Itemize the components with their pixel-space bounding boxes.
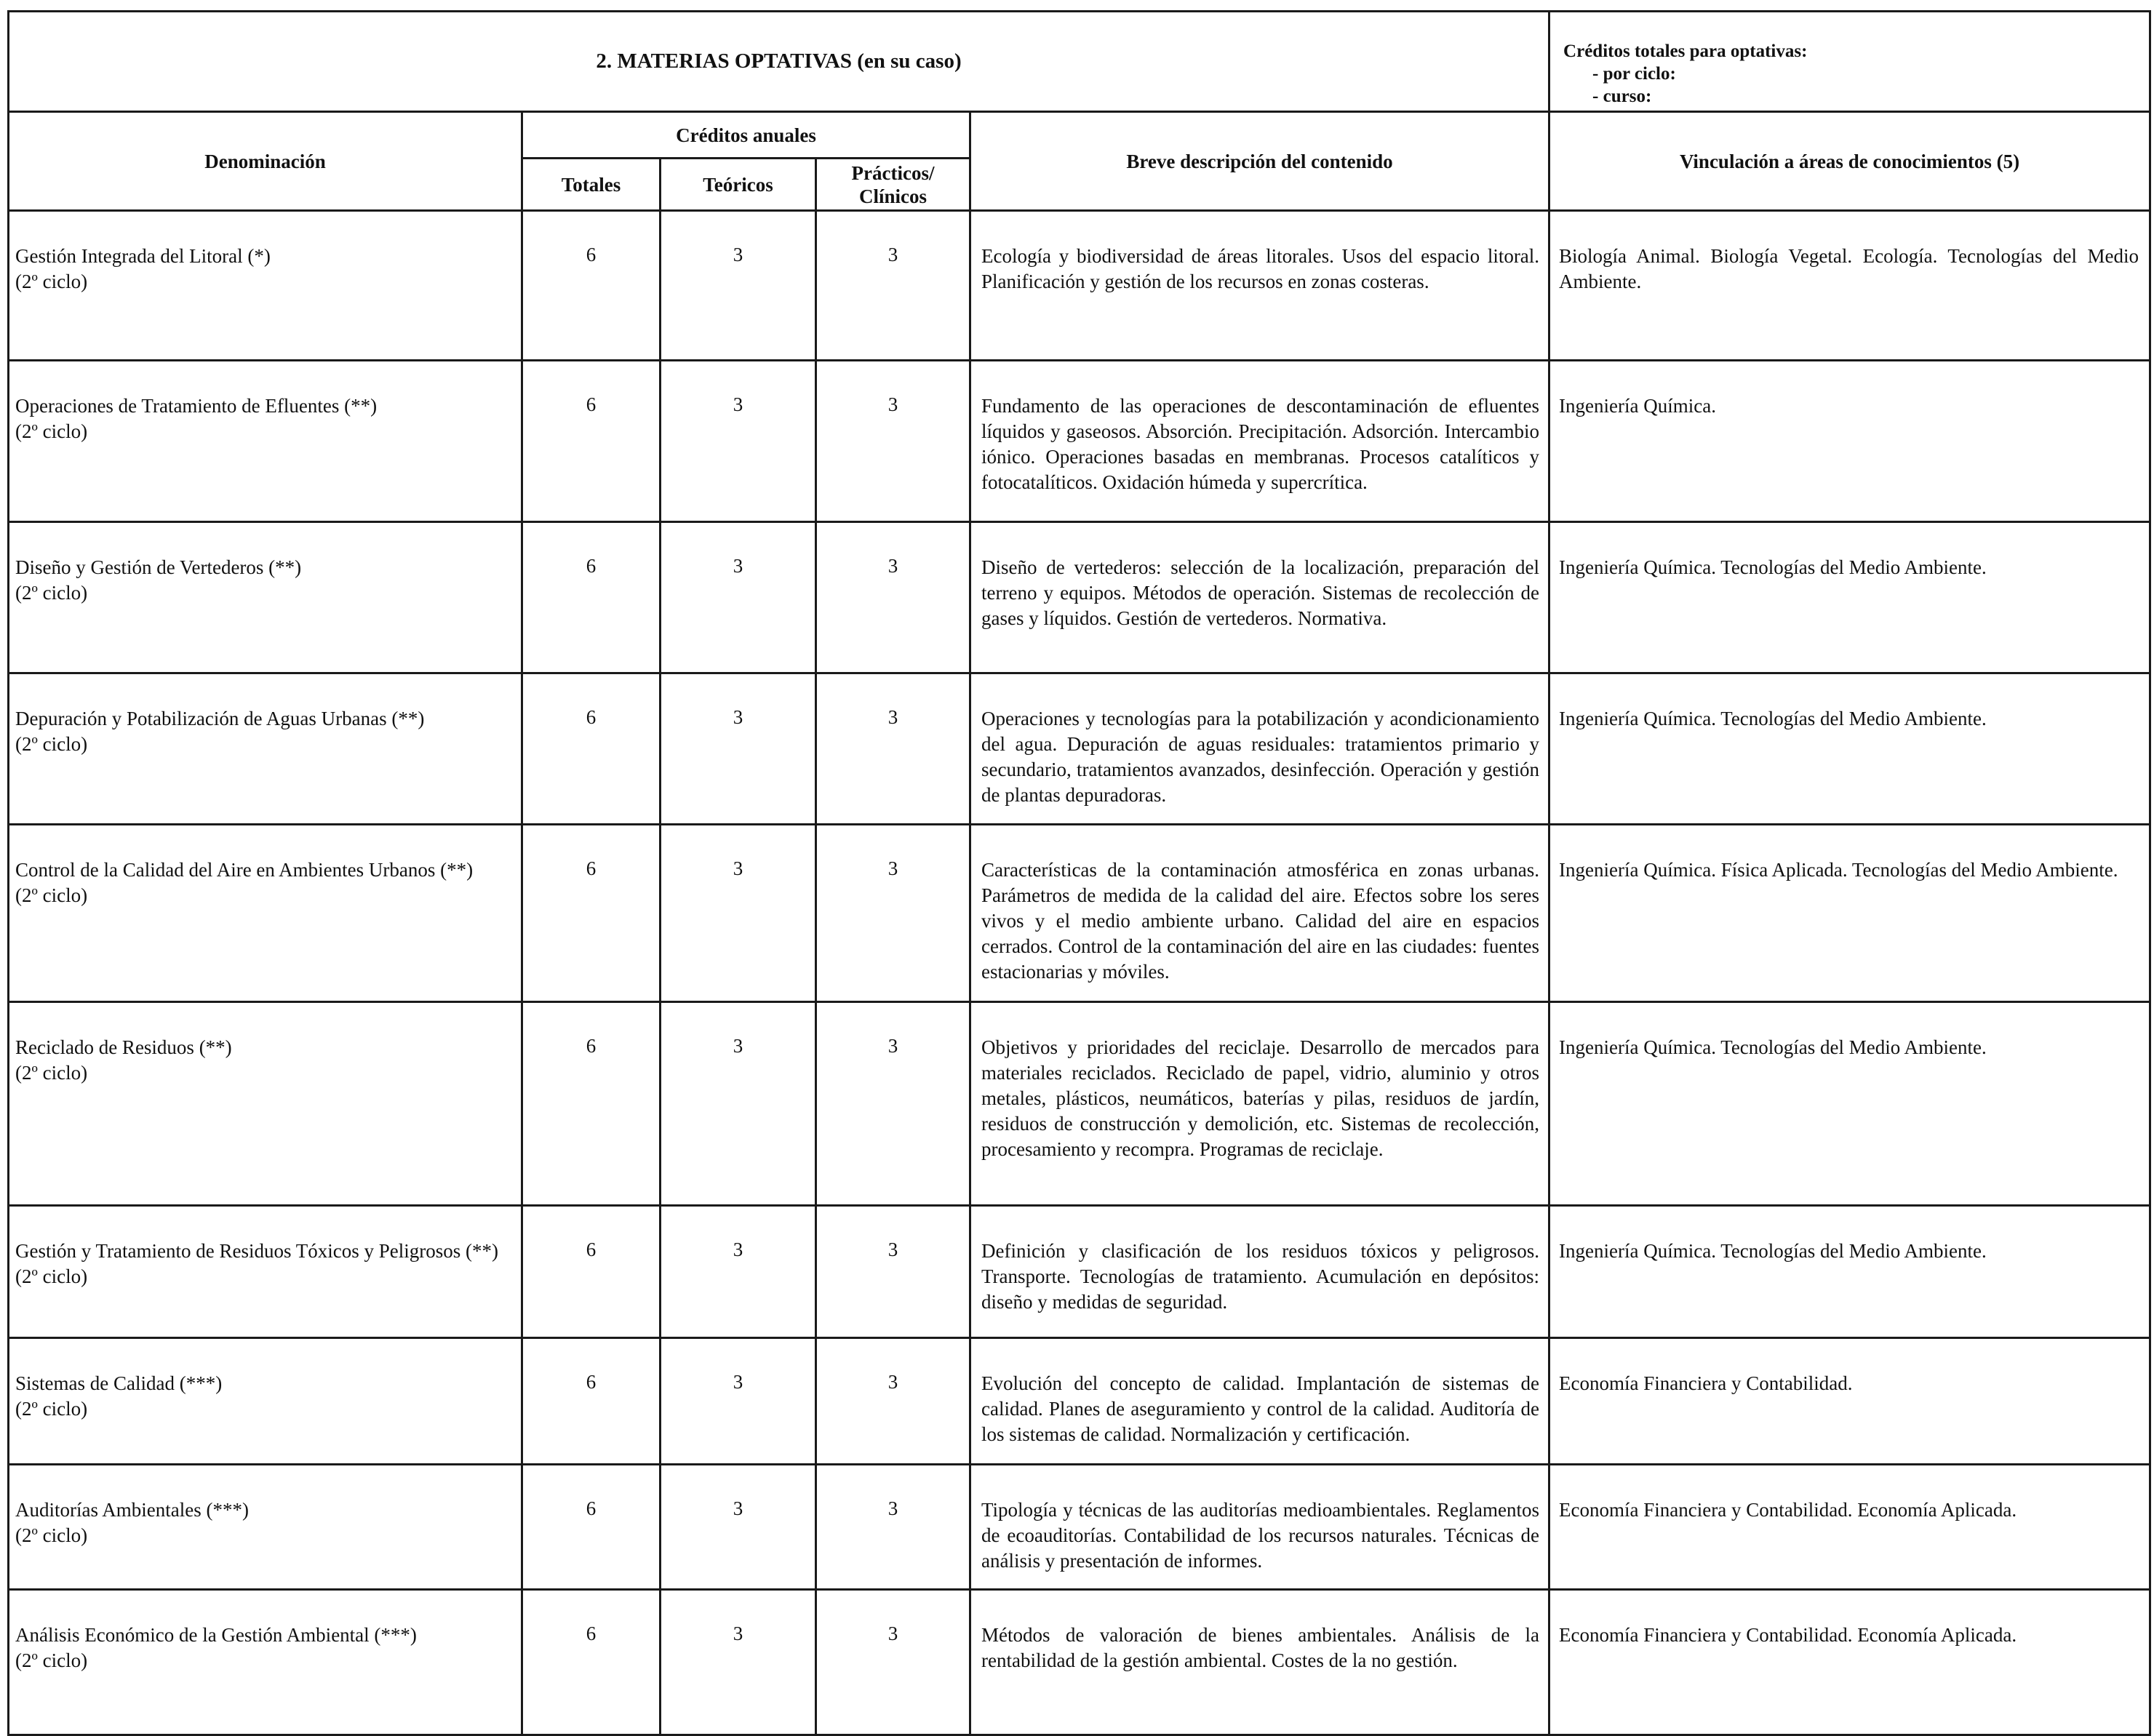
knowledge-areas: Ingeniería Química. Tecnologías del Medio Ambiente. bbox=[1549, 1206, 2150, 1338]
title-row bbox=[9, 12, 2150, 112]
practical-credits: 3 bbox=[816, 1590, 970, 1735]
theoretical-credits: 3 bbox=[661, 1002, 816, 1206]
content-description: Objetivos y prioridades del reciclaje. Desarrollo de mercados para materiales reciclados. Reciclado de papel, vidrio, aluminio y otros metales, plásticos, neumáticos, baterías y pilas, residuos de jardín, residuos de construcción y demolición, etc. Sistemas de recolección, procesamiento y recompra. Programas de reciclaje. bbox=[970, 1002, 1549, 1206]
subject-name: Sistemas de Calidad (***) bbox=[15, 1372, 223, 1394]
subject-name: Control de la Calidad del Aire en Ambientes Urbanos (**) bbox=[15, 859, 474, 881]
practical-credits: 3 bbox=[816, 1338, 970, 1465]
total-credits: 6 bbox=[522, 211, 661, 361]
subject-cycle: (2º ciclo) bbox=[15, 884, 88, 906]
subject-name-cell bbox=[9, 1206, 522, 1338]
total-credits-title: Créditos totales para optativas: bbox=[1563, 41, 1808, 61]
content-description: Ecología y biodiversidad de áreas litorales. Usos del espacio litoral. Planificación y gestión de los recursos en zonas costeras. bbox=[970, 211, 1549, 361]
subject-name-cell bbox=[9, 825, 522, 1002]
subject-name: Depuración y Potabilización de Aguas Urbanas (**) bbox=[15, 708, 425, 729]
table-row bbox=[9, 361, 2150, 522]
subject-name-cell bbox=[9, 1002, 522, 1206]
subject-name-cell bbox=[9, 522, 522, 673]
theoretical-credits: 3 bbox=[661, 1338, 816, 1465]
subject-cycle: (2º ciclo) bbox=[15, 1649, 88, 1671]
theoretical-credits: 3 bbox=[661, 522, 816, 673]
content-description: Tipología y técnicas de las auditorías medioambientales. Reglamentos de ecoauditorías. Contabilidad de los recursos naturales. Técnicas de análisis y presentación de informes. bbox=[970, 1465, 1549, 1590]
knowledge-areas: Ingeniería Química. Tecnologías del Medio Ambiente. bbox=[1549, 522, 2150, 673]
optional-subjects-table bbox=[7, 10, 2151, 1736]
content-description: Diseño de vertederos: selección de la localización, preparación del terreno y equipos. Métodos de operación. Sistemas de recolección de gases y líquidos. Gestión de vertederos. Normativa. bbox=[970, 522, 1549, 673]
practical-credits: 3 bbox=[816, 361, 970, 522]
theoretical-credits: 3 bbox=[661, 211, 816, 361]
credits-per-course-label: - curso: bbox=[1592, 87, 1652, 106]
practical-credits: 3 bbox=[816, 825, 970, 1002]
knowledge-areas: Economía Financiera y Contabilidad. bbox=[1549, 1338, 2150, 1465]
theoretical-credits: 3 bbox=[661, 361, 816, 522]
table-row bbox=[9, 1590, 2150, 1735]
practical-credits: 3 bbox=[816, 1206, 970, 1338]
subject-name-cell bbox=[9, 211, 522, 361]
total-credits-box bbox=[1549, 12, 2150, 112]
subject-name: Diseño y Gestión de Vertederos (**) bbox=[15, 556, 302, 578]
content-description: Operaciones y tecnologías para la potabilización y acondicionamiento del agua. Depuración de aguas residuales: tratamientos primario y secundario, tratamientos avanzados, desinfección. Operación y gestión de plantas depuradoras. bbox=[970, 673, 1549, 825]
subject-cycle: (2º ciclo) bbox=[15, 420, 88, 442]
subject-name-cell bbox=[9, 1465, 522, 1590]
practical-credits: 3 bbox=[816, 1002, 970, 1206]
table-row bbox=[9, 673, 2150, 825]
practical-credits: 3 bbox=[816, 211, 970, 361]
col-header-name: Denominación bbox=[9, 112, 522, 211]
subject-name: Auditorías Ambientales (***) bbox=[15, 1499, 249, 1521]
theoretical-credits: 3 bbox=[661, 1465, 816, 1590]
subject-cycle: (2º ciclo) bbox=[15, 1524, 88, 1546]
subject-name-cell bbox=[9, 361, 522, 522]
subject-cycle: (2º ciclo) bbox=[15, 1062, 88, 1084]
knowledge-areas: Economía Financiera y Contabilidad. Economía Aplicada. bbox=[1549, 1465, 2150, 1590]
total-credits: 6 bbox=[522, 673, 661, 825]
content-description: Métodos de valoración de bienes ambientales. Análisis de la rentabilidad de la gestión ambiental. Costes de la no gestión. bbox=[970, 1590, 1549, 1735]
subject-name-cell bbox=[9, 673, 522, 825]
subject-cycle: (2º ciclo) bbox=[15, 733, 88, 755]
content-description: Fundamento de las operaciones de descontaminación de efluentes líquidos y gaseosos. Absorción. Precipitación. Adsorción. Intercambio iónico. Operaciones basadas en membranas. Procesos catalíticos y fotocatalíticos. Oxidación húmeda y supercrítica. bbox=[970, 361, 1549, 522]
practical-credits: 3 bbox=[816, 673, 970, 825]
col-header-description: Breve descripción del contenido bbox=[970, 112, 1549, 211]
theoretical-credits: 3 bbox=[661, 1206, 816, 1338]
subject-name-cell bbox=[9, 1590, 522, 1735]
subject-name: Gestión y Tratamiento de Residuos Tóxicos y Peligrosos (**) bbox=[15, 1240, 498, 1262]
subject-cycle: (2º ciclo) bbox=[15, 1265, 88, 1287]
table-row bbox=[9, 1206, 2150, 1338]
table-row bbox=[9, 211, 2150, 361]
credits-per-cycle-label: - por ciclo: bbox=[1592, 64, 1676, 84]
theoretical-credits: 3 bbox=[661, 673, 816, 825]
table-row bbox=[9, 1465, 2150, 1590]
total-credits: 6 bbox=[522, 522, 661, 673]
table-row bbox=[9, 1002, 2150, 1206]
knowledge-areas: Ingeniería Química. Física Aplicada. Tecnologías del Medio Ambiente. bbox=[1549, 825, 2150, 1002]
total-credits: 6 bbox=[522, 1338, 661, 1465]
theoretical-credits: 3 bbox=[661, 1590, 816, 1735]
content-description: Definición y clasificación de los residuos tóxicos y peligrosos. Transporte. Tecnologías de tratamiento. Acumulación en depósitos: diseño y medidas de seguridad. bbox=[970, 1206, 1549, 1338]
subject-name: Reciclado de Residuos (**) bbox=[15, 1036, 232, 1058]
col-header-credits-group: Créditos anuales bbox=[522, 112, 970, 159]
col-header-theoretical: Teóricos bbox=[661, 159, 816, 211]
practical-credits: 3 bbox=[816, 1465, 970, 1590]
total-credits: 6 bbox=[522, 1002, 661, 1206]
col-header-total: Totales bbox=[522, 159, 661, 211]
content-description: Evolución del concepto de calidad. Implantación de sistemas de calidad. Planes de aseguramiento y control de la calidad. Auditoría de los sistemas de calidad. Normalización y certificación. bbox=[970, 1338, 1549, 1465]
subject-cycle: (2º ciclo) bbox=[15, 1398, 88, 1420]
col-header-practical: Prácticos/ Clínicos bbox=[816, 159, 970, 211]
content-description: Características de la contaminación atmosférica en zonas urbanas. Parámetros de medida de la calidad del aire. Efectos sobre los seres vivos y el medio ambiente urbano. Calidad del aire en espacios cerrados. Control de la contaminación del aire en las ciudades: fuentes estacionarias y móviles. bbox=[970, 825, 1549, 1002]
table-row bbox=[9, 1338, 2150, 1465]
practical-credits: 3 bbox=[816, 522, 970, 673]
table-body bbox=[9, 12, 2150, 1735]
total-credits: 6 bbox=[522, 1206, 661, 1338]
section-title: 2. MATERIAS OPTATIVAS (en su caso) bbox=[9, 12, 1549, 112]
total-credits: 6 bbox=[522, 825, 661, 1002]
subject-name-cell bbox=[9, 1338, 522, 1465]
subject-cycle: (2º ciclo) bbox=[15, 582, 88, 604]
subject-name: Gestión Integrada del Litoral (*) bbox=[15, 245, 271, 267]
subject-name: Análisis Económico de la Gestión Ambiental (***) bbox=[15, 1624, 417, 1646]
theoretical-credits: 3 bbox=[661, 825, 816, 1002]
subject-name: Operaciones de Tratamiento de Efluentes (**) bbox=[15, 395, 378, 417]
knowledge-areas: Biología Animal. Biología Vegetal. Ecología. Tecnologías del Medio Ambiente. bbox=[1549, 211, 2150, 361]
subject-cycle: (2º ciclo) bbox=[15, 271, 88, 292]
table-row bbox=[9, 825, 2150, 1002]
document-page bbox=[7, 10, 2149, 1736]
knowledge-areas: Ingeniería Química. bbox=[1549, 361, 2150, 522]
table-row bbox=[9, 522, 2150, 673]
col-header-areas: Vinculación a áreas de conocimientos (5) bbox=[1549, 112, 2150, 211]
column-header-row-1 bbox=[9, 112, 2150, 159]
knowledge-areas: Ingeniería Química. Tecnologías del Medio Ambiente. bbox=[1549, 673, 2150, 825]
knowledge-areas: Economía Financiera y Contabilidad. Economía Aplicada. bbox=[1549, 1590, 2150, 1735]
total-credits: 6 bbox=[522, 1590, 661, 1735]
total-credits: 6 bbox=[522, 361, 661, 522]
knowledge-areas: Ingeniería Química. Tecnologías del Medio Ambiente. bbox=[1549, 1002, 2150, 1206]
total-credits: 6 bbox=[522, 1465, 661, 1590]
